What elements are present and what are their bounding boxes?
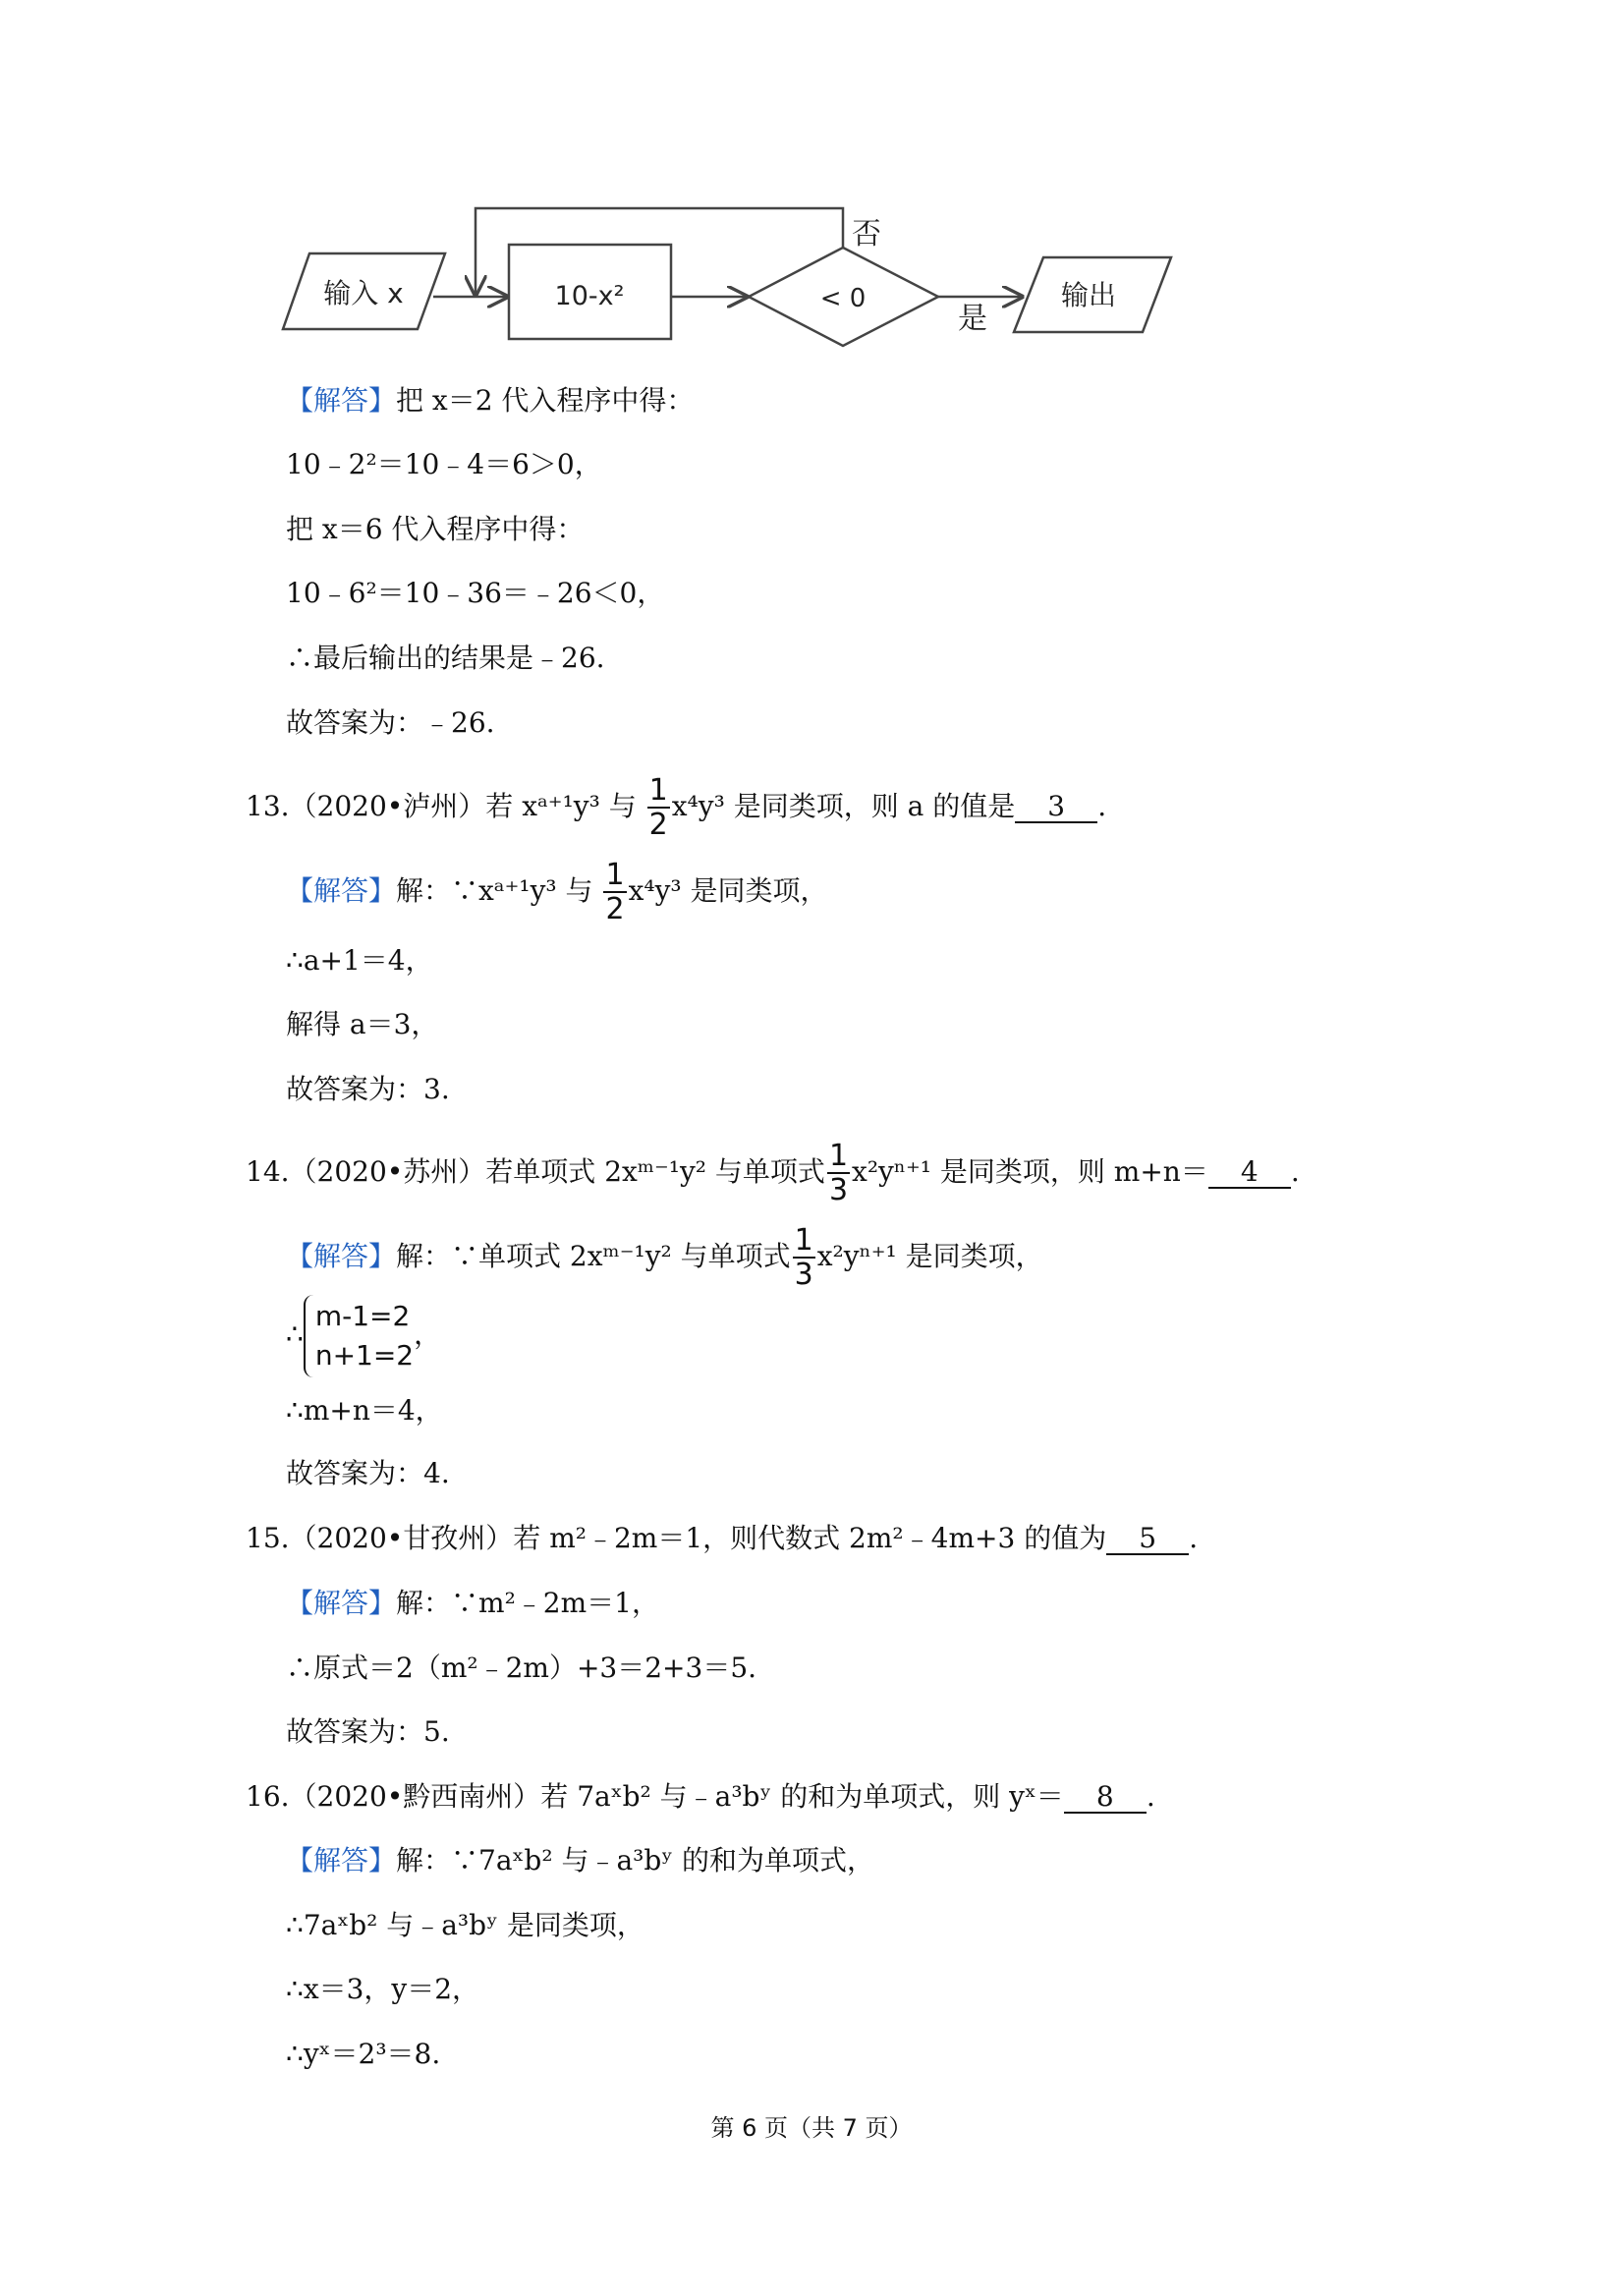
answer-tag: 【解答】 bbox=[286, 1587, 397, 1619]
q12-solution-line-4: 10﹣6²＝10﹣36＝﹣26＜0， bbox=[286, 577, 665, 609]
input-label: 输入 x bbox=[323, 277, 404, 309]
yes-label: 是 bbox=[958, 302, 987, 336]
q14-solution-line-3: ∴m+n＝4， bbox=[286, 1394, 443, 1427]
answer-tag: 【解答】 bbox=[286, 1844, 397, 1876]
q14-solution-line-4: 故答案为：4. bbox=[286, 1457, 450, 1489]
flowchart bbox=[0, 0, 1623, 393]
q16-solution-line-4: ∴yˣ＝2³＝8. bbox=[286, 2038, 441, 2070]
fraction: $\frac{1}{3}$ bbox=[828, 1139, 849, 1207]
arrow-loop-back bbox=[476, 208, 843, 295]
answer-tag: 【解答】 bbox=[286, 1240, 397, 1272]
q15-question: 15.（2020•甘孜州）若 m²﹣2m＝1，则代数式 2m²﹣4m+3 的值为 5 . bbox=[246, 1522, 1199, 1554]
q13-solution-line-1: 【解答】解：∵xᵃ⁺¹y³ 与 $\frac{1}{2}$ x⁴y³ 是同类项， bbox=[286, 858, 828, 926]
output-label: 输出 bbox=[1060, 279, 1117, 311]
q15-solution-line-3: 故答案为：5. bbox=[286, 1715, 450, 1748]
q14-solution-system: ∴ m-1=2 n+1=2 ， bbox=[286, 1295, 441, 1377]
answer-tag: 【解答】 bbox=[286, 384, 397, 417]
fraction: $\frac{1}{2}$ bbox=[648, 773, 668, 842]
fraction: $\frac{1}{2}$ bbox=[605, 858, 625, 926]
q16-solution-line-1: 【解答】解：∵7aˣb² 与﹣a³bʸ 的和为单项式， bbox=[286, 1844, 875, 1876]
q13-solution-line-2: ∴a+1＝4， bbox=[286, 944, 433, 977]
answer-blank: 5 bbox=[1106, 1524, 1189, 1555]
fraction: $\frac{1}{3}$ bbox=[794, 1223, 813, 1292]
q14-question: 14.（2020•苏州）若单项式 2xᵐ⁻¹y² 与单项式 $\frac{1}{3}$ x²yⁿ⁺¹ 是同类项，则 m+n＝ 4 . bbox=[246, 1139, 1300, 1207]
q12-solution-line-6: 故答案为：﹣26. bbox=[286, 706, 495, 739]
decision-label: < 0 bbox=[819, 284, 867, 313]
no-label: 否 bbox=[852, 217, 881, 252]
q16-solution-line-2: ∴7aˣb² 与﹣a³bʸ 是同类项， bbox=[286, 1909, 644, 1941]
q13-solution-line-4: 故答案为：3. bbox=[286, 1073, 450, 1105]
q13-question: 13.（2020•泸州）若 xᵃ⁺¹y³ 与 $\frac{1}{2}$ x⁴y³ 是同类项，则 a 的值是 3 . bbox=[246, 773, 1107, 842]
equation-system: m-1=2 n+1=2 bbox=[304, 1295, 414, 1377]
page-footer: 第 6 页（共 7 页） bbox=[710, 2114, 913, 2142]
q12-solution-line-2: 10﹣2²＝10﹣4＝6＞0， bbox=[286, 448, 602, 480]
q16-question: 16.（2020•黔西南州）若 7aˣb² 与﹣a³bʸ 的和为单项式，则 yˣ＝ 8 . bbox=[246, 1780, 1155, 1813]
answer-tag: 【解答】 bbox=[286, 874, 397, 907]
q14-solution-line-1: 【解答】解：∵单项式 2xᵐ⁻¹y² 与单项式 $\frac{1}{3}$ x²yⁿ⁺¹ 是同类项， bbox=[286, 1223, 1043, 1292]
q15-solution-line-2: ∴原式＝2（m²﹣2m）+3＝2+3＝5. bbox=[286, 1652, 757, 1684]
process-label: 10-x² bbox=[554, 281, 625, 311]
q13-solution-line-3: 解得 a＝3， bbox=[286, 1008, 439, 1040]
q12-solution-line-5: ∴最后输出的结果是﹣26. bbox=[286, 642, 605, 674]
answer-blank: 8 bbox=[1064, 1782, 1147, 1814]
answer-blank: 4 bbox=[1208, 1157, 1291, 1189]
answer-blank: 3 bbox=[1015, 792, 1097, 823]
q15-solution-line-1: 【解答】解：∵m²﹣2m＝1， bbox=[286, 1587, 659, 1619]
q12-solution-line-3: 把 x＝6 代入程序中得： bbox=[286, 513, 585, 545]
q12-solution-line-1: 【解答】把 x＝2 代入程序中得： bbox=[286, 384, 695, 417]
q16-solution-line-3: ∴x＝3，y＝2， bbox=[286, 1973, 480, 2005]
